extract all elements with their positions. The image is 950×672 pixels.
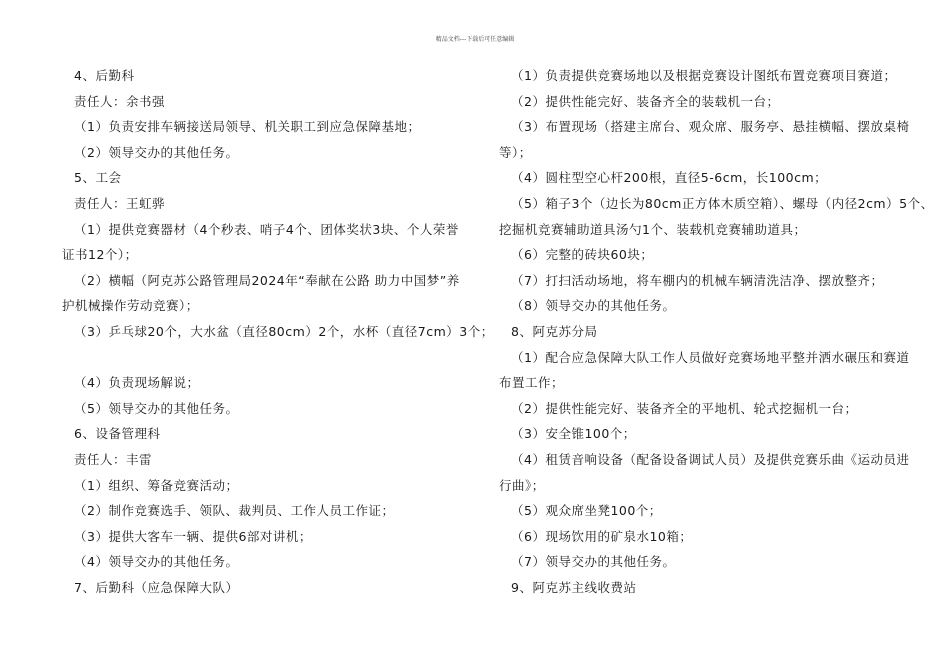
text-line: 4、后勤科: [74, 68, 135, 83]
text-line: （4）租赁音响设备（配备设备调试人员）及提供竞赛乐曲《运动员进: [511, 451, 910, 467]
text-line: （4）领导交办的其他任务。: [74, 554, 239, 570]
blank-line: [68, 345, 463, 371]
text-line: 7、后勤科（应急保障大队）: [74, 579, 239, 595]
text-line: （2）提供性能完好、装备齐全的平地机、轮式挖掘机一台；: [511, 400, 858, 416]
text-line: （8）领导交办的其他任务。: [511, 298, 676, 314]
text-line: 布置工作；: [499, 375, 565, 391]
right-column: [499, 63, 934, 600]
text-line: 8、阿克苏分局: [511, 323, 598, 339]
text-line: 挖掘机竞赛辅助道具汤勺1个、装载机竞赛辅助道具；: [499, 221, 807, 237]
page-header: 精品文档---下载后可任意编辑: [435, 36, 515, 43]
text-line: （1）负责提供竞赛场地以及根据竞赛设计图纸布置竞赛项目赛道；: [511, 68, 897, 83]
text-line: （7）打扫活动场地，将车棚内的机械车辆清洗洁净、摆放整齐；: [511, 272, 884, 288]
text-line: 责任人：丰雷: [74, 451, 153, 467]
text-line: （2）横幅（阿克苏公路管理局2024年“奉献在公路 助力中国梦”养: [74, 272, 460, 288]
text-line: （1）组织、筹备竞赛活动；: [74, 477, 239, 493]
text-line: 5、工会: [74, 170, 122, 186]
text-line: 9、阿克苏主线收费站: [511, 579, 637, 595]
text-line: （3）乒乓球20个，大水盆（直径80cm）2个，水杯（直径7cm）3个；: [74, 323, 494, 339]
text-line: （5）箱子3个（边长为80cm正方体木质空箱）、螺母（内径2cm）5个、: [511, 195, 934, 211]
text-line: （3）安全锥100个；: [511, 426, 636, 442]
text-line: 责任人：余书强: [74, 93, 166, 109]
text-line: （2）提供性能完好、装备齐全的装载机一台；: [511, 93, 780, 109]
text-line: （4）圆柱型空心杆200根，直径5-6cm，长100cm；: [511, 170, 828, 186]
text-line: （1）提供竞赛器材（4个秒表、哨子4个、团体奖状3块、个人荣誉: [74, 221, 459, 237]
text-line: 6、设备管理科: [74, 426, 161, 442]
text-line: 证书12个）；: [62, 247, 138, 263]
text-line: （5）领导交办的其他任务。: [74, 400, 239, 416]
text-line: 等）；: [499, 144, 532, 160]
text-line: （3）布置现场（搭建主席台、观众席、服务亭、悬挂横幅、摆放桌椅: [511, 119, 910, 135]
text-line: （2）领导交办的其他任务。: [74, 144, 239, 160]
text-line: （2）制作竞赛选手、领队、裁判员、工作人员工作证；: [74, 503, 395, 519]
text-line: 护机械操作劳动竞赛）；: [62, 298, 199, 314]
text-line: （1）配合应急保障大队工作人员做好竞赛场地平整并洒水碾压和赛道: [511, 349, 910, 365]
text-line: （4）负责现场解说；: [74, 375, 200, 391]
text-line: 责任人：王虹骅: [74, 195, 166, 211]
text-line: （3）提供大客车一辆、提供6部对讲机；: [74, 528, 312, 544]
text-line: 行曲》；: [499, 477, 545, 493]
left-column: [62, 63, 494, 600]
text-line: （1）负责安排车辆接送局领导、机关职工到应急保障基地；: [74, 119, 421, 135]
text-line: （7）领导交办的其他任务。: [511, 554, 676, 570]
text-line: （5）观众席坐凳100个；: [511, 503, 662, 519]
text-line: （6）完整的砖块60块；: [511, 247, 654, 263]
text-line: （6）现场饮用的矿泉水10箱；: [511, 528, 693, 544]
